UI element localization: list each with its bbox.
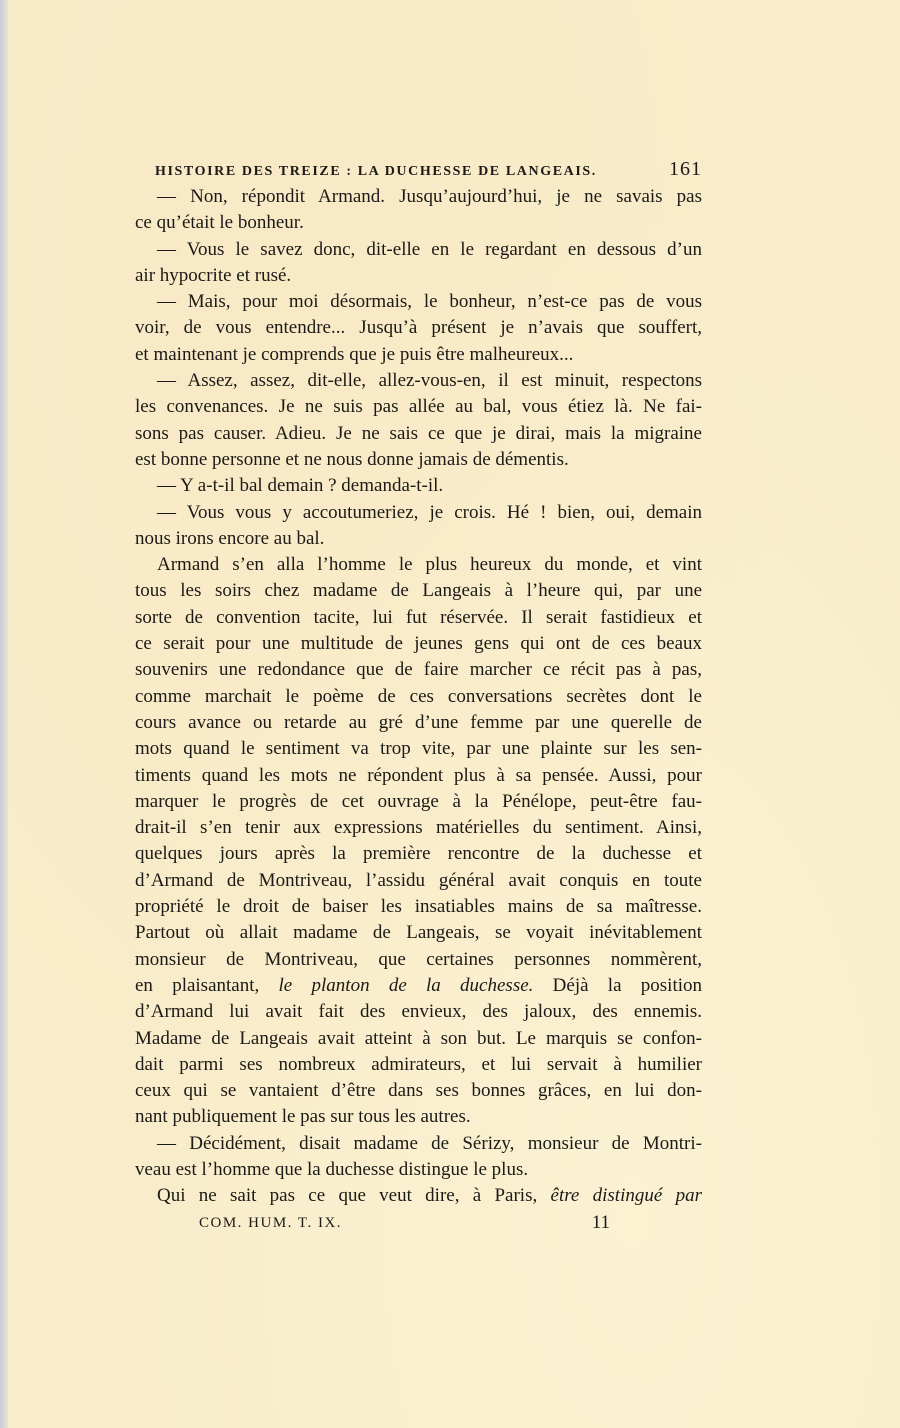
signature-mark: COM. HUM. T. IX. <box>199 1214 343 1231</box>
text-line: — Vous le savez donc, dit-elle en le regardant en dessous d’un <box>157 238 702 260</box>
book-page <box>8 0 900 1428</box>
signature-line <box>135 1210 702 1236</box>
text-line: — Mais, pour moi désormais, le bonheur, n’est-ce pas de vous <box>157 291 702 313</box>
text-line: — Assez, assez, dit-elle, allez-vous-en, il est minuit, respectons <box>157 370 702 392</box>
text-line: — Non, répondit Armand. Jusqu’aujourd’hui, je ne savais pas <box>157 186 702 207</box>
text-line: air hypocrite et rusé. <box>135 264 292 286</box>
text-line: ce serait pour une multitude de jeunes gens qui ont de ces beaux <box>135 633 702 655</box>
text-line <box>135 973 702 999</box>
text-line: Armand s’en alla l’homme le plus heureux du monde, et vint <box>157 554 702 576</box>
text-line: ceux qui se vantaient d’être dans ses bonnes grâces, en lui don- <box>135 1080 702 1102</box>
line-text: Déjà la position <box>533 974 703 996</box>
body-text <box>135 184 702 1210</box>
text-block <box>135 158 702 1236</box>
text-line: souvenirs une redondance que de faire marcher ce récit pas à pas, <box>135 659 702 681</box>
running-title: HISTOIRE DES TREIZE : LA DUCHESSE DE LANGEAIS. <box>155 164 597 179</box>
text-line: — Vous vous y accoutumeriez, je crois. Hé ! bien, oui, demain <box>157 501 702 523</box>
text-line: — Y a-t-il bal demain ? demanda-t-il. <box>157 475 444 497</box>
text-line: veau est l’homme que la duchesse distingue le plus. <box>135 1158 529 1180</box>
line-text: Qui ne sait pas ce que veut dire, à Paris, <box>157 1185 551 1207</box>
text-line: et maintenant je comprends que je puis être malheureux... <box>135 343 574 365</box>
text-line: comme marchait le poème de ces conversations secrètes dont le <box>135 685 702 707</box>
italic-phrase: être distingué par <box>550 1185 702 1207</box>
text-line: quelques jours après la première rencontre de la duchesse et <box>135 843 702 865</box>
text-line: timents quand les mots ne répondent plus à sa pensée. Aussi, pour <box>135 764 702 786</box>
text-line: cours avance ou retarde au gré d’une femme par une querelle de <box>135 711 702 733</box>
text-line: sons pas causer. Adieu. Je ne sais ce que je dirai, mais la migraine <box>135 422 702 444</box>
signature-number: 11 <box>591 1211 610 1233</box>
text-line: propriété le droit de baiser les insatiables mains de sa maîtresse. <box>135 896 702 918</box>
italic-phrase: le planton de la duchesse. <box>278 974 534 996</box>
text-line: monsieur de Montriveau, que certaines personnes nommèrent, <box>135 948 702 970</box>
text-line <box>135 1183 702 1209</box>
text-line: — Décidément, disait madame de Sérizy, monsieur de Montri- <box>157 1132 702 1154</box>
text-line: sorte de convention tacite, lui fut réservée. Il serait fastidieux et <box>135 606 702 628</box>
text-line: nous irons encore au bal. <box>135 527 325 549</box>
text-line: mots quand le sentiment va trop vite, par une plainte sur les sen- <box>135 738 702 760</box>
text-line: Madame de Langeais avait atteint à son but. Le marquis se confon- <box>135 1027 702 1049</box>
text-line: marquer le progrès de cet ouvrage à la Pénélope, peut-être fau- <box>135 790 702 812</box>
text-line: Partout où allait madame de Langeais, se voyait inévitablement <box>135 922 702 944</box>
line-text: en plaisantant, <box>135 974 279 996</box>
text-line: ce qu’était le bonheur. <box>135 212 304 234</box>
page-number: 161 <box>669 158 702 180</box>
scan-edge <box>0 0 8 1428</box>
text-line: les convenances. Je ne suis pas allée au bal, vous étiez là. Ne fai- <box>135 396 702 418</box>
text-line: tous les soirs chez madame de Langeais à l’heure qui, par une <box>135 580 702 602</box>
text-line: nant publiquement le pas sur tous les autres. <box>135 1106 471 1128</box>
text-line: drait-il s’en tenir aux expressions matérielles du sentiment. Ainsi, <box>135 817 702 839</box>
text-line: d’Armand lui avait fait des envieux, des jaloux, des ennemis. <box>135 1001 702 1023</box>
text-line: dait parmi ses nombreux admirateurs, et lui servait à humilier <box>135 1053 702 1075</box>
text-line: est bonne personne et ne nous donne jamais de démentis. <box>135 448 569 470</box>
text-line: d’Armand de Montriveau, l’assidu général avait conquis en toute <box>135 869 702 891</box>
text-line: voir, de vous entendre... Jusqu’à présent je n’avais que souffert, <box>135 317 702 339</box>
running-head <box>135 158 702 184</box>
